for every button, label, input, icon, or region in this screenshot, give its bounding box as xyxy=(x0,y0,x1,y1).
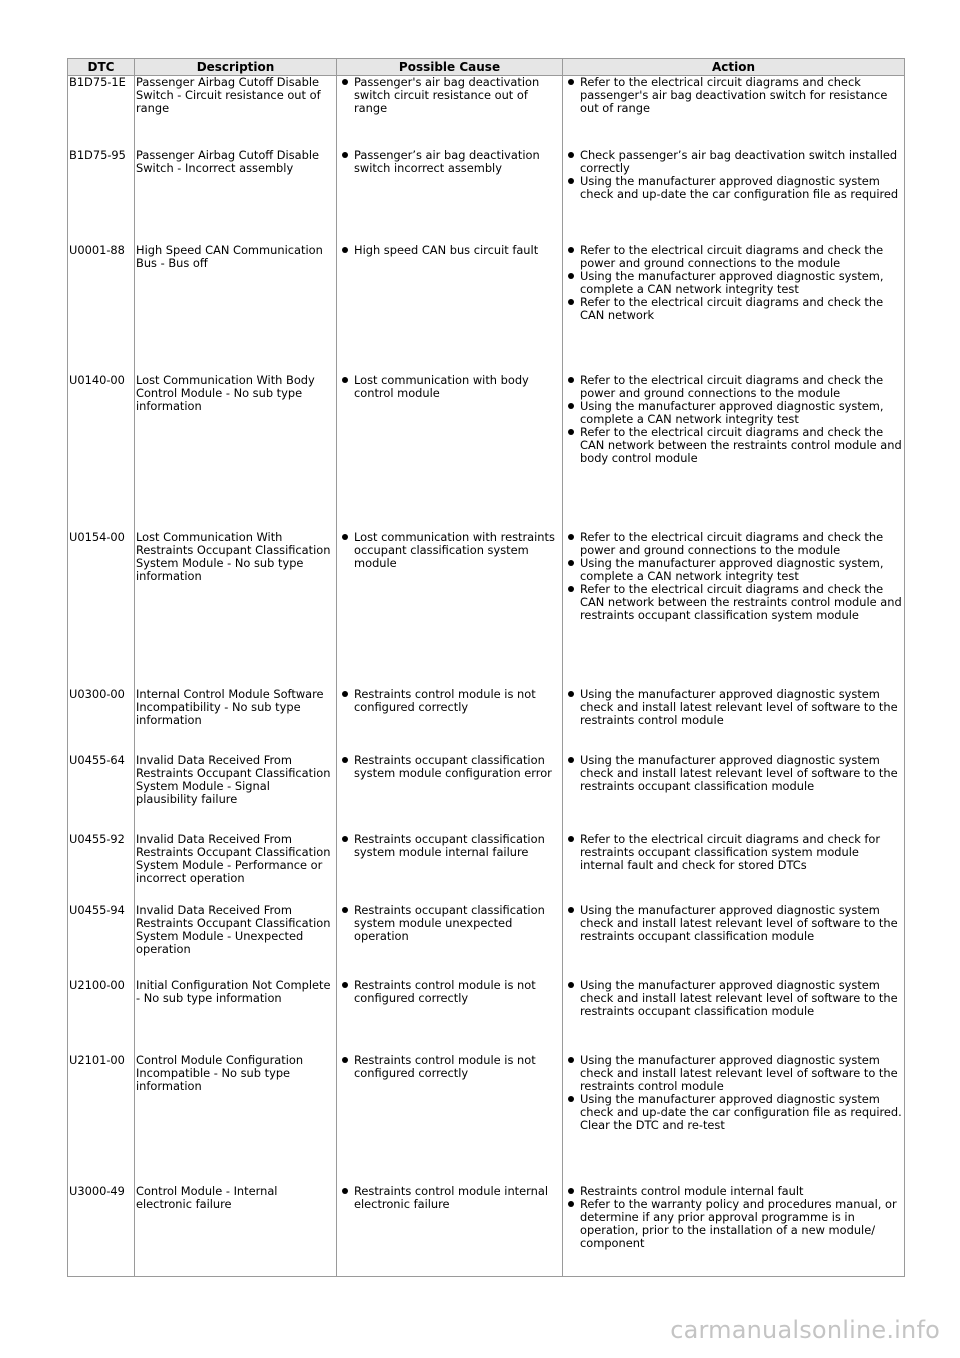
action-item: Refer to the electrical circuit diagrams and check the power and ground connections to the module xyxy=(580,374,903,400)
dtc-description: Lost Communication With Restraints Occupant Classification System Module - No sub type information xyxy=(135,531,337,688)
dtc-description: Internal Control Module Software Incompatibility - No sub type information xyxy=(135,688,337,754)
possible-cause-item: Restraints control module is not configured correctly xyxy=(354,1054,561,1080)
possible-cause-list xyxy=(338,531,561,570)
table-row xyxy=(68,374,905,531)
action-list xyxy=(564,374,903,465)
dtc-description: High Speed CAN Communication Bus - Bus off xyxy=(135,244,337,374)
dtc-description: Passenger Airbag Cutoff Disable Switch - Incorrect assembly xyxy=(135,149,337,244)
action-item: Check passenger’s air bag deactivation switch installed correctly xyxy=(580,149,903,175)
dtc-code: U0001-88 xyxy=(68,244,135,374)
possible-cause-cell xyxy=(337,979,563,1054)
possible-cause-list xyxy=(338,833,561,859)
possible-cause-item: Restraints control module is not configured correctly xyxy=(354,979,561,1005)
action-item: Refer to the electrical circuit diagrams and check the power and ground connections to the module xyxy=(580,244,903,270)
possible-cause-cell xyxy=(337,531,563,688)
possible-cause-item: Restraints occupant classification system module configuration error xyxy=(354,754,561,780)
dtc-description: Control Module Configuration Incompatible - No sub type information xyxy=(135,1054,337,1185)
table-row xyxy=(68,149,905,244)
possible-cause-item: Lost communication with restraints occupant classification system module xyxy=(354,531,561,570)
action-item: Using the manufacturer approved diagnostic system check and install latest relevant level of software to the restraints control module xyxy=(580,688,903,727)
possible-cause-cell xyxy=(337,374,563,531)
possible-cause-item: High speed CAN bus circuit fault xyxy=(354,244,561,257)
possible-cause-cell xyxy=(337,754,563,833)
action-cell xyxy=(563,979,905,1054)
possible-cause-cell xyxy=(337,833,563,904)
header-dtc: DTC xyxy=(68,59,135,76)
action-list xyxy=(564,531,903,622)
action-item: Refer to the electrical circuit diagrams and check the CAN network between the restraints control module and body control module xyxy=(580,424,902,465)
action-item: Using the manufacturer approved diagnostic system, complete a CAN network integrity test xyxy=(580,270,903,296)
possible-cause-item: Passenger's air bag deactivation switch circuit resistance out of range xyxy=(354,76,561,115)
action-item: Using the manufacturer approved diagnostic system check and up-date the car configuration file as required xyxy=(580,175,903,201)
possible-cause-cell xyxy=(337,76,563,149)
action-list xyxy=(564,904,903,943)
dtc-code: U0455-92 xyxy=(68,833,135,904)
dtc-description: Initial Configuration Not Complete - No sub type information xyxy=(135,979,337,1054)
header-row xyxy=(68,59,905,76)
action-cell xyxy=(563,76,905,149)
action-cell xyxy=(563,531,905,688)
header-description: Description xyxy=(135,59,337,76)
table-row xyxy=(68,688,905,754)
action-item: Using the manufacturer approved diagnostic system, complete a CAN network integrity test xyxy=(580,400,903,426)
dtc-description: Control Module - Internal electronic failure xyxy=(135,1185,337,1277)
action-cell xyxy=(563,149,905,244)
action-cell xyxy=(563,374,905,531)
action-item: Using the manufacturer approved diagnostic system check and install latest relevant level of software to the restraints occupant classification module xyxy=(580,754,903,793)
table-body xyxy=(68,76,905,1277)
possible-cause-cell xyxy=(337,1185,563,1277)
possible-cause-item: Restraints occupant classification system module unexpected operation xyxy=(354,904,561,943)
table-row xyxy=(68,76,905,149)
table-row xyxy=(68,833,905,904)
action-item: Refer to the electrical circuit diagrams and check the power and ground connections to the module xyxy=(580,531,903,557)
possible-cause-cell xyxy=(337,1054,563,1185)
possible-cause-list xyxy=(338,149,561,175)
table-row xyxy=(68,979,905,1054)
dtc-code: U2101-00 xyxy=(68,1054,135,1185)
action-item: Refer to the electrical circuit diagrams and check passenger's air bag deactivation switch for resistance out of range xyxy=(580,76,903,115)
action-list xyxy=(564,1185,903,1250)
possible-cause-list xyxy=(338,244,561,257)
possible-cause-item: Lost communication with body control module xyxy=(354,374,561,400)
dtc-description: Lost Communication With Body Control Module - No sub type information xyxy=(135,374,337,531)
table-row xyxy=(68,244,905,374)
dtc-description: Invalid Data Received From Restraints Occupant Classification System Module - Unexpected operation xyxy=(135,904,337,979)
action-cell xyxy=(563,244,905,374)
action-cell xyxy=(563,904,905,979)
possible-cause-list xyxy=(338,904,561,943)
dtc-code: U0140-00 xyxy=(68,374,135,531)
possible-cause-list xyxy=(338,1054,561,1080)
dtc-description: Invalid Data Received From Restraints Occupant Classification System Module - Signal plausibility failure xyxy=(135,754,337,833)
dtc-code: U0455-64 xyxy=(68,754,135,833)
possible-cause-item: Passenger’s air bag deactivation switch incorrect assembly xyxy=(354,149,561,175)
possible-cause-cell xyxy=(337,904,563,979)
possible-cause-list xyxy=(338,76,561,115)
action-item: Using the manufacturer approved diagnostic system check and install latest relevant level of software to the restraints occupant classification module xyxy=(580,904,903,943)
dtc-code: U0455-94 xyxy=(68,904,135,979)
possible-cause-cell xyxy=(337,149,563,244)
dtc-code: U0300-00 xyxy=(68,688,135,754)
table-row xyxy=(68,1054,905,1185)
header-possible-cause: Possible Cause xyxy=(337,59,563,76)
action-item: Refer to the warranty policy and procedures manual, or determine if any prior approval programme is in operation, prior to the installation of a new module/ component xyxy=(580,1198,903,1250)
action-item: Using the manufacturer approved diagnostic system check and up-date the car configuration file as required. Clear the DTC and re-test xyxy=(580,1091,902,1132)
possible-cause-list xyxy=(338,979,561,1005)
action-list xyxy=(564,76,903,115)
possible-cause-item: Restraints control module internal electronic failure xyxy=(354,1185,561,1211)
possible-cause-cell xyxy=(337,244,563,374)
action-list xyxy=(564,979,903,1018)
action-item: Restraints control module internal fault xyxy=(580,1185,903,1198)
header-action: Action xyxy=(563,59,905,76)
action-list xyxy=(564,1054,903,1132)
possible-cause-item: Restraints occupant classification system module internal failure xyxy=(354,833,561,859)
action-list xyxy=(564,149,903,201)
action-cell xyxy=(563,833,905,904)
action-cell xyxy=(563,1185,905,1277)
possible-cause-item: Restraints control module is not configured correctly xyxy=(354,688,561,714)
action-list xyxy=(564,833,903,872)
dtc-code: U2100-00 xyxy=(68,979,135,1054)
action-cell xyxy=(563,688,905,754)
action-cell xyxy=(563,754,905,833)
dtc-code: B1D75-1E xyxy=(68,76,135,149)
possible-cause-list xyxy=(338,754,561,780)
dtc-code: B1D75-95 xyxy=(68,149,135,244)
table-row xyxy=(68,904,905,979)
action-item: Using the manufacturer approved diagnostic system, complete a CAN network integrity test xyxy=(580,557,903,583)
dtc-description: Passenger Airbag Cutoff Disable Switch - Circuit resistance out of range xyxy=(135,76,337,149)
action-cell xyxy=(563,1054,905,1185)
action-item: Using the manufacturer approved diagnostic system check and install latest relevant level of software to the restraints occupant classification module xyxy=(580,979,903,1018)
dtc-description: Invalid Data Received From Restraints Occupant Classification System Module - Performance or incorrect operation xyxy=(135,833,337,904)
action-list xyxy=(564,688,903,727)
action-item: Refer to the electrical circuit diagrams and check the CAN network between the restraints control module and restraints occupant classification system module xyxy=(580,581,902,622)
action-item: Refer to the electrical circuit diagrams and check for restraints occupant classification system module internal fault and check for stored DTCs xyxy=(580,833,903,872)
watermark: carmanualsonline.info xyxy=(670,1316,940,1344)
table-row xyxy=(68,531,905,688)
action-list xyxy=(564,754,903,793)
action-item: Using the manufacturer approved diagnostic system check and install latest relevant level of software to the restraints control module xyxy=(580,1054,903,1093)
possible-cause-cell xyxy=(337,688,563,754)
action-item: Refer to the electrical circuit diagrams and check the CAN network xyxy=(580,296,903,322)
possible-cause-list xyxy=(338,688,561,714)
dtc-table xyxy=(67,58,905,1277)
dtc-code: U0154-00 xyxy=(68,531,135,688)
table-row xyxy=(68,1185,905,1277)
action-list xyxy=(564,244,903,322)
possible-cause-list xyxy=(338,1185,561,1211)
table-row xyxy=(68,754,905,833)
dtc-code: U3000-49 xyxy=(68,1185,135,1277)
possible-cause-list xyxy=(338,374,561,400)
